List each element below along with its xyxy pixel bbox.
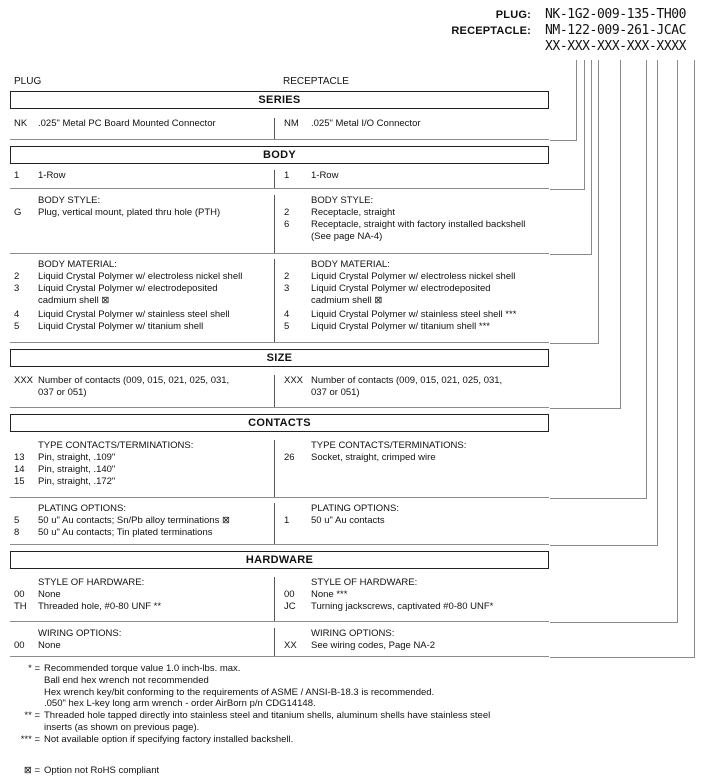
option-desc: 50 u" Au contacts; Sn/Pb alloy terminations ⊠ (38, 515, 230, 526)
option-desc: Liquid Crystal Polymer w/ stainless steel shell (38, 309, 230, 320)
option-desc: See wiring codes, Page NA-2 (311, 640, 436, 651)
option-desc-line2: cadmium shell ⊠ (311, 295, 383, 306)
ordering-table (10, 76, 549, 660)
option-row (14, 375, 274, 399)
option-row (14, 601, 274, 613)
receptacle-part-number-row (330, 23, 712, 39)
option-desc: Liquid Crystal Polymer w/ stainless steel shell *** (311, 309, 517, 320)
callout-line-body-row (550, 60, 585, 190)
option-desc-line2: (See page NA-4) (311, 231, 383, 242)
footnote-text: Recommended torque value 1.0 inch-lbs. max. (44, 663, 241, 674)
option-desc: .025" Metal PC Board Mounted Connector (38, 118, 216, 129)
option-desc: Plug, vertical mount, plated thru hole (PTH) (38, 207, 221, 218)
option-row (14, 589, 274, 601)
option-desc: Socket, straight, crimped wire (311, 452, 436, 463)
option-row (284, 452, 549, 464)
option-desc: Liquid Crystal Polymer w/ electroless nickel shell (38, 271, 243, 282)
subsection-heading: BODY STYLE: (311, 195, 374, 206)
option-row (14, 118, 274, 130)
option-code: JC (284, 601, 296, 612)
subsection-heading: TYPE CONTACTS/TERMINATIONS: (311, 440, 467, 451)
option-code: G (14, 207, 22, 218)
footnote-line (10, 675, 710, 687)
body-material-block (10, 256, 549, 343)
option-code: XXX (284, 375, 304, 386)
option-code: TH (14, 601, 27, 612)
body-row-block (10, 168, 549, 189)
footnotes (10, 663, 710, 776)
option-code: NK (14, 118, 28, 129)
subsection-heading: BODY STYLE: (38, 195, 101, 206)
option-code: 8 (14, 527, 20, 538)
footnote-text: Hex wrench key/bit conforming to the requirements of ASME / ANSI-B-18.3 is recommended. (44, 686, 435, 698)
section-header-body: BODY (10, 146, 549, 164)
subsection-heading: STYLE OF HARDWARE: (311, 577, 418, 588)
footnote-line (10, 710, 710, 722)
option-desc: Threaded hole, #0-80 UNF ** (38, 601, 162, 612)
callout-line-hw-style (550, 60, 678, 623)
option-code: 4 (14, 309, 20, 320)
code-template-row (330, 39, 712, 55)
footnote-text: Ball end hex wrench not recommended (44, 674, 209, 686)
subsection-heading: STYLE OF HARDWARE: (38, 577, 145, 588)
footnote-marker: *** = (20, 733, 40, 745)
footnote-marker (10, 722, 40, 734)
option-row (14, 170, 274, 182)
option-code: 00 (14, 640, 25, 651)
option-row (284, 309, 549, 321)
footnote-line (10, 734, 710, 746)
option-row (284, 515, 549, 527)
option-row (14, 640, 274, 652)
option-desc: None (38, 640, 61, 651)
footnote-marker: ** = (24, 710, 40, 722)
option-row (14, 207, 274, 219)
option-desc: Receptacle, straight with factory installed backshell (311, 219, 526, 230)
receptacle-column-header: RECEPTACLE (283, 76, 349, 87)
plug-part-number: NK-1G2-009-135-TH00 (545, 7, 687, 22)
option-desc: None *** (311, 589, 348, 600)
option-code: 4 (284, 309, 290, 320)
footnote-marker: * = (28, 663, 40, 674)
plug-label: PLUG: (495, 9, 531, 21)
option-row (284, 271, 549, 283)
option-row (284, 118, 549, 130)
footnote-marker (10, 675, 40, 687)
subsection-heading: PLATING OPTIONS: (38, 503, 126, 514)
option-desc: 1-Row (311, 170, 339, 181)
option-desc-line2: cadmium shell ⊠ (38, 295, 110, 306)
subsection-heading: BODY MATERIAL: (38, 259, 117, 270)
option-code: 13 (14, 452, 25, 463)
option-row (284, 219, 549, 243)
option-desc: 50 u" Au contacts (311, 515, 385, 526)
option-desc: Liquid Crystal Polymer w/ electrodeposited (38, 283, 218, 294)
wiring-block (10, 622, 549, 657)
plug-part-number-row (330, 7, 712, 23)
contact-type-block (10, 436, 549, 498)
option-code: 6 (284, 219, 290, 230)
plug-column-header: PLUG (14, 76, 42, 87)
option-code: 00 (284, 589, 295, 600)
part-number-header (330, 7, 712, 55)
option-code: 15 (14, 476, 25, 487)
option-desc: None (38, 589, 61, 600)
option-code: 1 (284, 170, 290, 181)
option-code: 5 (14, 515, 20, 526)
footnote-text: inserts (as shown on previous page). (44, 721, 200, 733)
option-row (14, 464, 274, 476)
option-desc: Pin, straight, .172" (38, 476, 116, 487)
option-desc: Turning jackscrews, captivated #0-80 UNF* (311, 601, 494, 612)
option-row (284, 170, 549, 182)
option-row (14, 309, 274, 321)
option-code: 1 (284, 515, 290, 526)
section-header-hardware: HARDWARE (10, 551, 549, 569)
option-desc: .025" Metal I/O Connector (311, 118, 421, 129)
footnote-marker (10, 687, 40, 699)
option-row (284, 321, 549, 333)
option-code: 3 (14, 283, 20, 294)
subsection-heading: WIRING OPTIONS: (311, 628, 395, 639)
option-code: NM (284, 118, 299, 129)
code-template: XX-XXX-XXX-XXX-XXXX (545, 39, 687, 54)
option-code: XX (284, 640, 297, 651)
option-desc: Receptacle, straight (311, 207, 395, 218)
option-desc: Pin, straight, .109" (38, 452, 116, 463)
hardware-style-block (10, 573, 549, 622)
section-header-size: SIZE (10, 349, 549, 367)
footnote-line (10, 663, 710, 675)
callout-line-contact-type (550, 60, 647, 499)
option-code: 14 (14, 464, 25, 475)
footnote-text: Threaded hole tapped directly into stainless steel and titanium shells, aluminum shells have stainless steel (44, 710, 491, 722)
option-desc: Liquid Crystal Polymer w/ titanium shell *** (311, 321, 490, 332)
section-header-contacts: CONTACTS (10, 414, 549, 432)
option-desc: Liquid Crystal Polymer w/ electrodeposited (311, 283, 491, 294)
option-code: XXX (14, 375, 34, 386)
option-row (14, 476, 274, 488)
option-desc-line2: 037 or 051) (311, 387, 360, 398)
option-code: 2 (284, 271, 290, 282)
rohs-symbol: ⊠ = (23, 764, 40, 776)
option-row (14, 321, 274, 333)
option-row (284, 589, 549, 601)
subsection-heading: TYPE CONTACTS/TERMINATIONS: (38, 440, 194, 451)
option-desc: Liquid Crystal Polymer w/ titanium shell (38, 321, 204, 332)
subsection-heading: PLATING OPTIONS: (311, 503, 399, 514)
subsection-heading: BODY MATERIAL: (311, 259, 390, 270)
option-row (284, 207, 549, 219)
callout-line-series (550, 60, 577, 141)
series-block (10, 114, 549, 140)
option-row (284, 375, 549, 399)
option-desc: 1-Row (38, 170, 66, 181)
option-code: 3 (284, 283, 290, 294)
option-code: 00 (14, 589, 25, 600)
receptacle-label: RECEPTACLE: (451, 25, 531, 37)
size-block (10, 371, 549, 408)
option-code: 5 (14, 321, 20, 332)
rohs-note (10, 765, 710, 777)
option-desc: Pin, straight, .140" (38, 464, 116, 475)
option-code: 1 (14, 170, 20, 181)
option-code: 2 (284, 207, 290, 218)
body-style-block (10, 192, 549, 254)
footnote-marker (10, 698, 40, 710)
footnote-line (10, 698, 710, 710)
option-row (284, 601, 549, 613)
option-row (14, 452, 274, 464)
option-code: 2 (14, 271, 20, 282)
callout-line-body-style (550, 60, 592, 255)
subsection-heading: WIRING OPTIONS: (38, 628, 122, 639)
callout-line-plating (550, 60, 658, 546)
receptacle-part-number: NM-122-009-261-JCAC (545, 23, 687, 38)
option-row (14, 283, 274, 307)
footnote-text: Not available option if specifying factory installed backshell. (44, 733, 294, 745)
option-row (284, 640, 549, 652)
option-desc-line2: 037 or 051) (38, 387, 87, 398)
option-code: 5 (284, 321, 290, 332)
callout-line-body-material (550, 60, 599, 344)
option-code: 26 (284, 452, 295, 463)
section-header-series: SERIES (10, 91, 549, 109)
footnote-text: .050" hex L-key long arm wrench - order AirBorn p/n CDG14148. (44, 698, 316, 710)
plating-block (10, 498, 549, 545)
footnote-line (10, 687, 710, 699)
callout-line-wiring (550, 60, 695, 658)
footnote-line (10, 722, 710, 734)
option-row (14, 271, 274, 283)
rohs-text: Option not RoHS compliant (44, 764, 160, 776)
option-desc: Number of contacts (009, 015, 021, 025, 031, (311, 375, 503, 386)
option-desc: Liquid Crystal Polymer w/ electroless nickel shell (311, 271, 516, 282)
option-row (284, 283, 549, 307)
callout-line-size (550, 60, 621, 409)
option-desc: Number of contacts (009, 015, 021, 025, 031, (38, 375, 230, 386)
option-row (14, 527, 274, 539)
option-desc: 50 u" Au contacts; Tin plated terminations (38, 527, 213, 538)
option-row (14, 515, 274, 527)
